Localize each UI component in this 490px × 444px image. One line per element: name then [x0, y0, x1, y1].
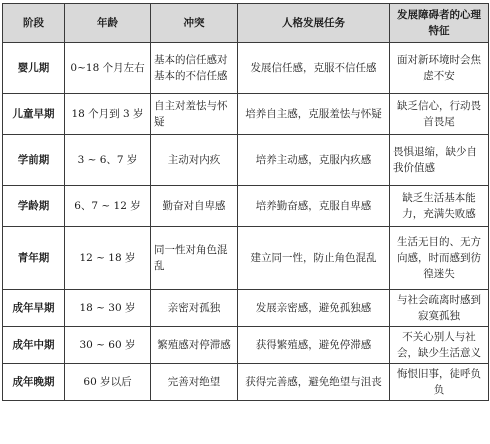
table-row	[3, 364, 489, 401]
age-cell: 60 岁以后	[65, 364, 151, 401]
task-cell: 培养自主感，克服羞怯与怀疑	[238, 94, 390, 135]
trait-cell: 与社会疏离时感到寂寞孤独	[390, 290, 489, 327]
header-age: 年龄	[65, 4, 151, 43]
age-cell: 3 ~ 6、7 岁	[65, 135, 151, 186]
conflict-cell: 基本的信任感对基本的不信任感	[151, 43, 238, 94]
table-row	[3, 227, 489, 290]
header-conflict: 冲突	[151, 4, 238, 43]
task-cell: 发展信任感，克服不信任感	[238, 43, 390, 94]
conflict-cell: 同一性对角色混乱	[151, 227, 238, 290]
table-row	[3, 94, 489, 135]
trait-cell: 生活无目的、无方向感，时而感到彷徨迷失	[390, 227, 489, 290]
conflict-cell: 主动对内疚	[151, 135, 238, 186]
conflict-cell: 亲密对孤独	[151, 290, 238, 327]
conflict-cell: 勤奋对自卑感	[151, 186, 238, 227]
age-cell: 18 个月到 3 岁	[65, 94, 151, 135]
trait-cell: 缺乏生活基本能力，充满失败感	[390, 186, 489, 227]
conflict-cell: 繁殖感对停滞感	[151, 327, 238, 364]
stage-cell: 成年晚期	[3, 364, 65, 401]
stage-cell: 成年中期	[3, 327, 65, 364]
task-cell: 获得繁殖感，避免停滞感	[238, 327, 390, 364]
trait-cell: 缺乏信心，行动畏首畏尾	[390, 94, 489, 135]
task-cell: 建立同一性，防止角色混乱	[238, 227, 390, 290]
table-row	[3, 290, 489, 327]
age-cell: 18 ~ 30 岁	[65, 290, 151, 327]
stage-cell: 婴儿期	[3, 43, 65, 94]
header-stage: 阶段	[3, 4, 65, 43]
age-cell: 30 ~ 60 岁	[65, 327, 151, 364]
header-task: 人格发展任务	[238, 4, 390, 43]
conflict-cell: 自主对羞怯与怀疑	[151, 94, 238, 135]
age-cell: 0~18 个月左右	[65, 43, 151, 94]
stage-cell: 儿童早期	[3, 94, 65, 135]
header-trait: 发展障碍者的心理特征	[390, 4, 489, 43]
erikson-stages-table	[2, 3, 489, 401]
trait-cell: 悔恨旧事，徒呼负负	[390, 364, 489, 401]
stage-cell: 学龄期	[3, 186, 65, 227]
table-row	[3, 327, 489, 364]
task-cell: 培养勤奋感，克服自卑感	[238, 186, 390, 227]
trait-cell: 不关心别人与社会，缺少生活意义	[390, 327, 489, 364]
header-row	[3, 4, 489, 43]
stage-cell: 学前期	[3, 135, 65, 186]
trait-cell: 畏惧退缩，缺少自我价值感	[390, 135, 489, 186]
trait-cell: 面对新环境时会焦虑不安	[390, 43, 489, 94]
stage-cell: 青年期	[3, 227, 65, 290]
task-cell: 培养主动感，克服内疚感	[238, 135, 390, 186]
task-cell: 获得完善感，避免绝望与沮丧	[238, 364, 390, 401]
age-cell: 12 ~ 18 岁	[65, 227, 151, 290]
table-row	[3, 186, 489, 227]
age-cell: 6、7 ~ 12 岁	[65, 186, 151, 227]
table-row	[3, 135, 489, 186]
conflict-cell: 完善对绝望	[151, 364, 238, 401]
task-cell: 发展亲密感，避免孤独感	[238, 290, 390, 327]
table-row	[3, 43, 489, 94]
stage-cell: 成年早期	[3, 290, 65, 327]
